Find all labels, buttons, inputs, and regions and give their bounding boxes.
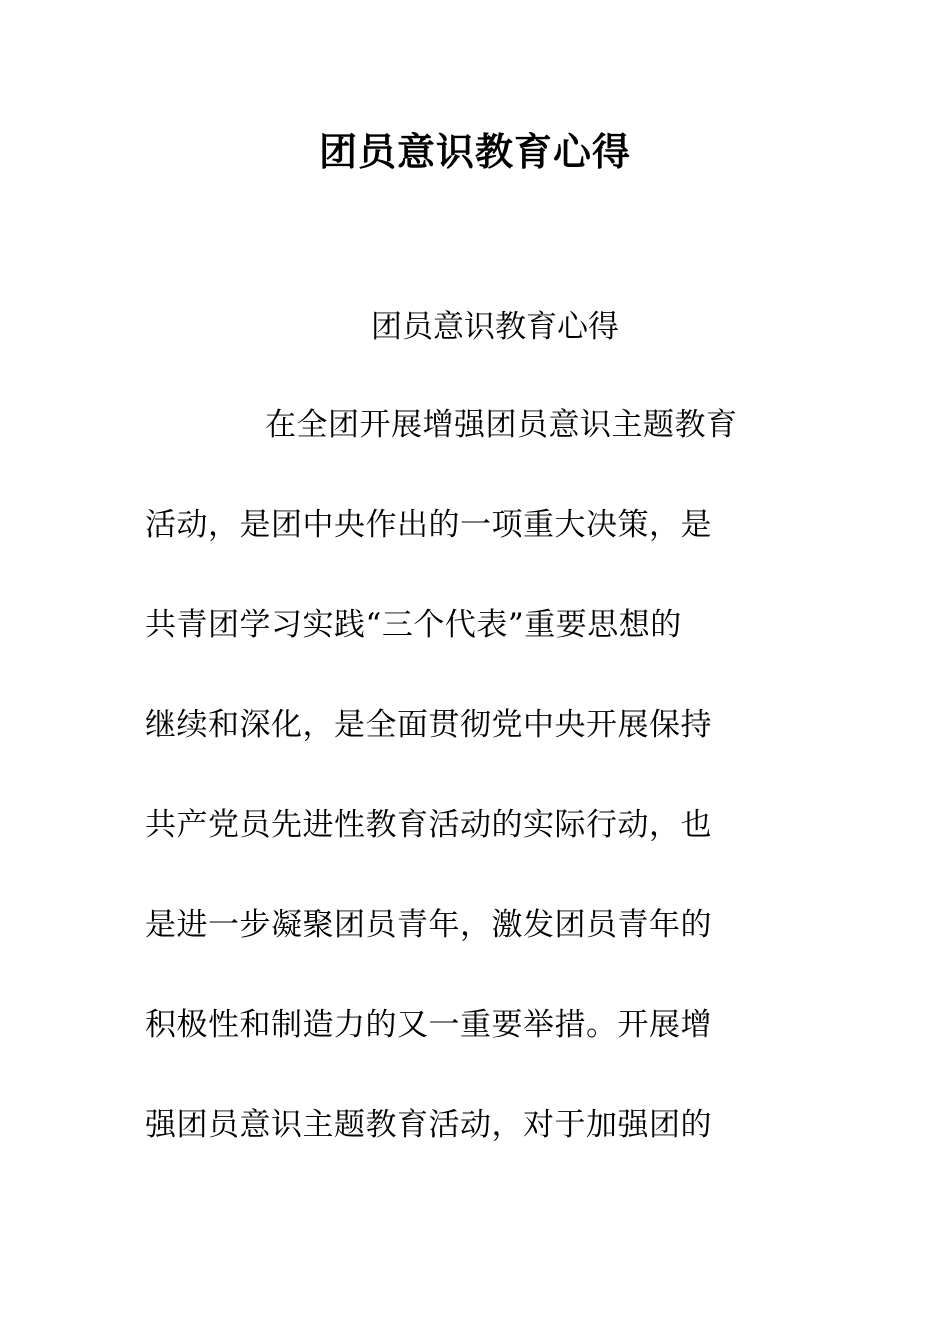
document-title: 团员意识教育心得: [318, 129, 631, 174]
body-line: 继续和深化，是全面贯彻党中央开展保持: [145, 707, 712, 743]
body-line: 积极性和制造力的又一重要举措。开展增: [145, 1007, 712, 1043]
body-text: [145, 400, 805, 1200]
body-line: 活动，是团中央作出的一项重大决策，是: [145, 507, 712, 543]
body-line: 强团员意识主题教育活动，对于加强团的: [145, 1107, 712, 1143]
body-line: 是进一步凝聚团员青年，激发团员青年的: [145, 907, 712, 943]
document-subtitle: 团员意识教育心得: [371, 309, 619, 345]
body-line: 共青团学习实践“三个代表”重要思想的: [145, 607, 682, 643]
body-line: 在全团开展增强团员意识主题教育: [265, 407, 738, 443]
body-line: 共产党员先进性教育活动的实际行动，也: [145, 807, 712, 843]
